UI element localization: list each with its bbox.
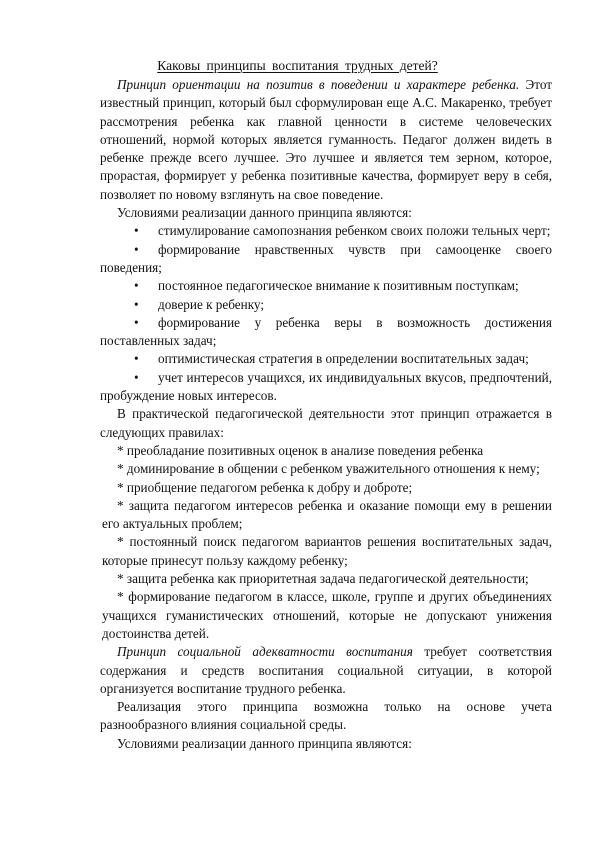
rule-item: * постоянный поиск педагогом вариантов решения воспитательных задач, которые принесут пользу каждому ребенку; [102, 534, 552, 568]
bullet-dot: • [134, 314, 139, 330]
paragraph-rules-intro: В практической педагогической деятельности этот принцип отражается в следующих правилах: [100, 406, 552, 440]
bullet-text: оптимистическая стратегия в определении воспитательных задач; [158, 351, 529, 367]
paragraph-conditions-intro: Условиями реализации данного принципа являются: [117, 205, 412, 221]
bullet-item [100, 277, 552, 295]
bullet-item [100, 350, 552, 368]
paragraph-positive-orientation [100, 76, 552, 204]
paragraph-conditions-intro-2: Условиями реализации данного принципа являются: [117, 735, 412, 751]
bullet-text: доверие к ребенку; [158, 296, 265, 312]
bullet-item [100, 296, 552, 314]
rule-item: * защита педагогом интересов ребенка и оказание помощи ему в решении его актуальных проблем; [102, 497, 552, 532]
rule-item: * доминирование в общении с ребенком уважительного отношения к нему; [117, 461, 540, 477]
bullet-item [100, 314, 552, 351]
bullet-dot: • [134, 351, 139, 367]
bullet-dot: • [134, 369, 139, 385]
rule-item: * приобщение педагогом ребенка к добру и доброте; [117, 479, 413, 495]
paragraph-text: Этот известный принцип, который был сформулирован еще А.С. Макаренко, требует рассмотрения ребенка как главной ценности в системе человеческих отношений, нормой которых является гуманность. Педагог должен видеть в ребенке прежде всего лучшее. Это лучшее и является тем зерном, которое, прорастая, формирует у ребенка позитивные качества, формирует веру в себя, позволяет по новому взглянуть на свое поведение. [100, 77, 553, 202]
principle-name: Принцип ориентации на позитив в поведении и характере ребенка. [117, 77, 520, 92]
bullet-dot: • [134, 241, 139, 257]
bullet-text: стимулирование самопознания ребенком своих положи тельных черт; [158, 223, 551, 239]
bullet-item [100, 241, 552, 278]
paragraph-implementation: Реализация этого принципа возможна только на основе учета разнообразного влияния социальной среды. [100, 699, 552, 733]
bullet-item [100, 222, 552, 240]
bullet-dot: • [134, 278, 139, 294]
rule-item: * преобладание позитивных оценок в анализе поведения ребенка [117, 442, 484, 458]
principle-name: Принцип социальной адекватности воспитания [117, 644, 413, 660]
bullet-text: постоянное педагогическое внимание к позитивным поступкам; [158, 278, 519, 294]
paragraph-social-adequacy [100, 643, 552, 698]
rule-item: * формирование педагогом в классе, школе, группе и других объединениях учащихся гуманистических отношений, которые не допускают унижения достоинства детей. [102, 589, 552, 641]
bullet-dot: • [134, 296, 139, 312]
bullet-text: формирование у ребенка веры в возможность достижения поставленных задач; [100, 314, 552, 349]
bullet-text: учет интересов учащихся, их индивидуальных вкусов, предпочтений, пробуждение новых интересов. [100, 369, 552, 404]
bullet-item [100, 369, 552, 406]
rule-item: * защита ребенка как приоритетная задача педагогической деятельности; [117, 571, 529, 587]
page-title: Каковы принципы воспитания трудных детей? [157, 58, 438, 73]
paragraph-text: требует соответствия содержания и средств воспитания социальной ситуации, в которой организуется воспитание трудного ребенка. [100, 644, 553, 696]
bullet-text: формирование нравственных чувств при самооценке своего поведения; [100, 241, 552, 275]
document-body [100, 76, 552, 753]
bullet-dot: • [134, 223, 139, 239]
